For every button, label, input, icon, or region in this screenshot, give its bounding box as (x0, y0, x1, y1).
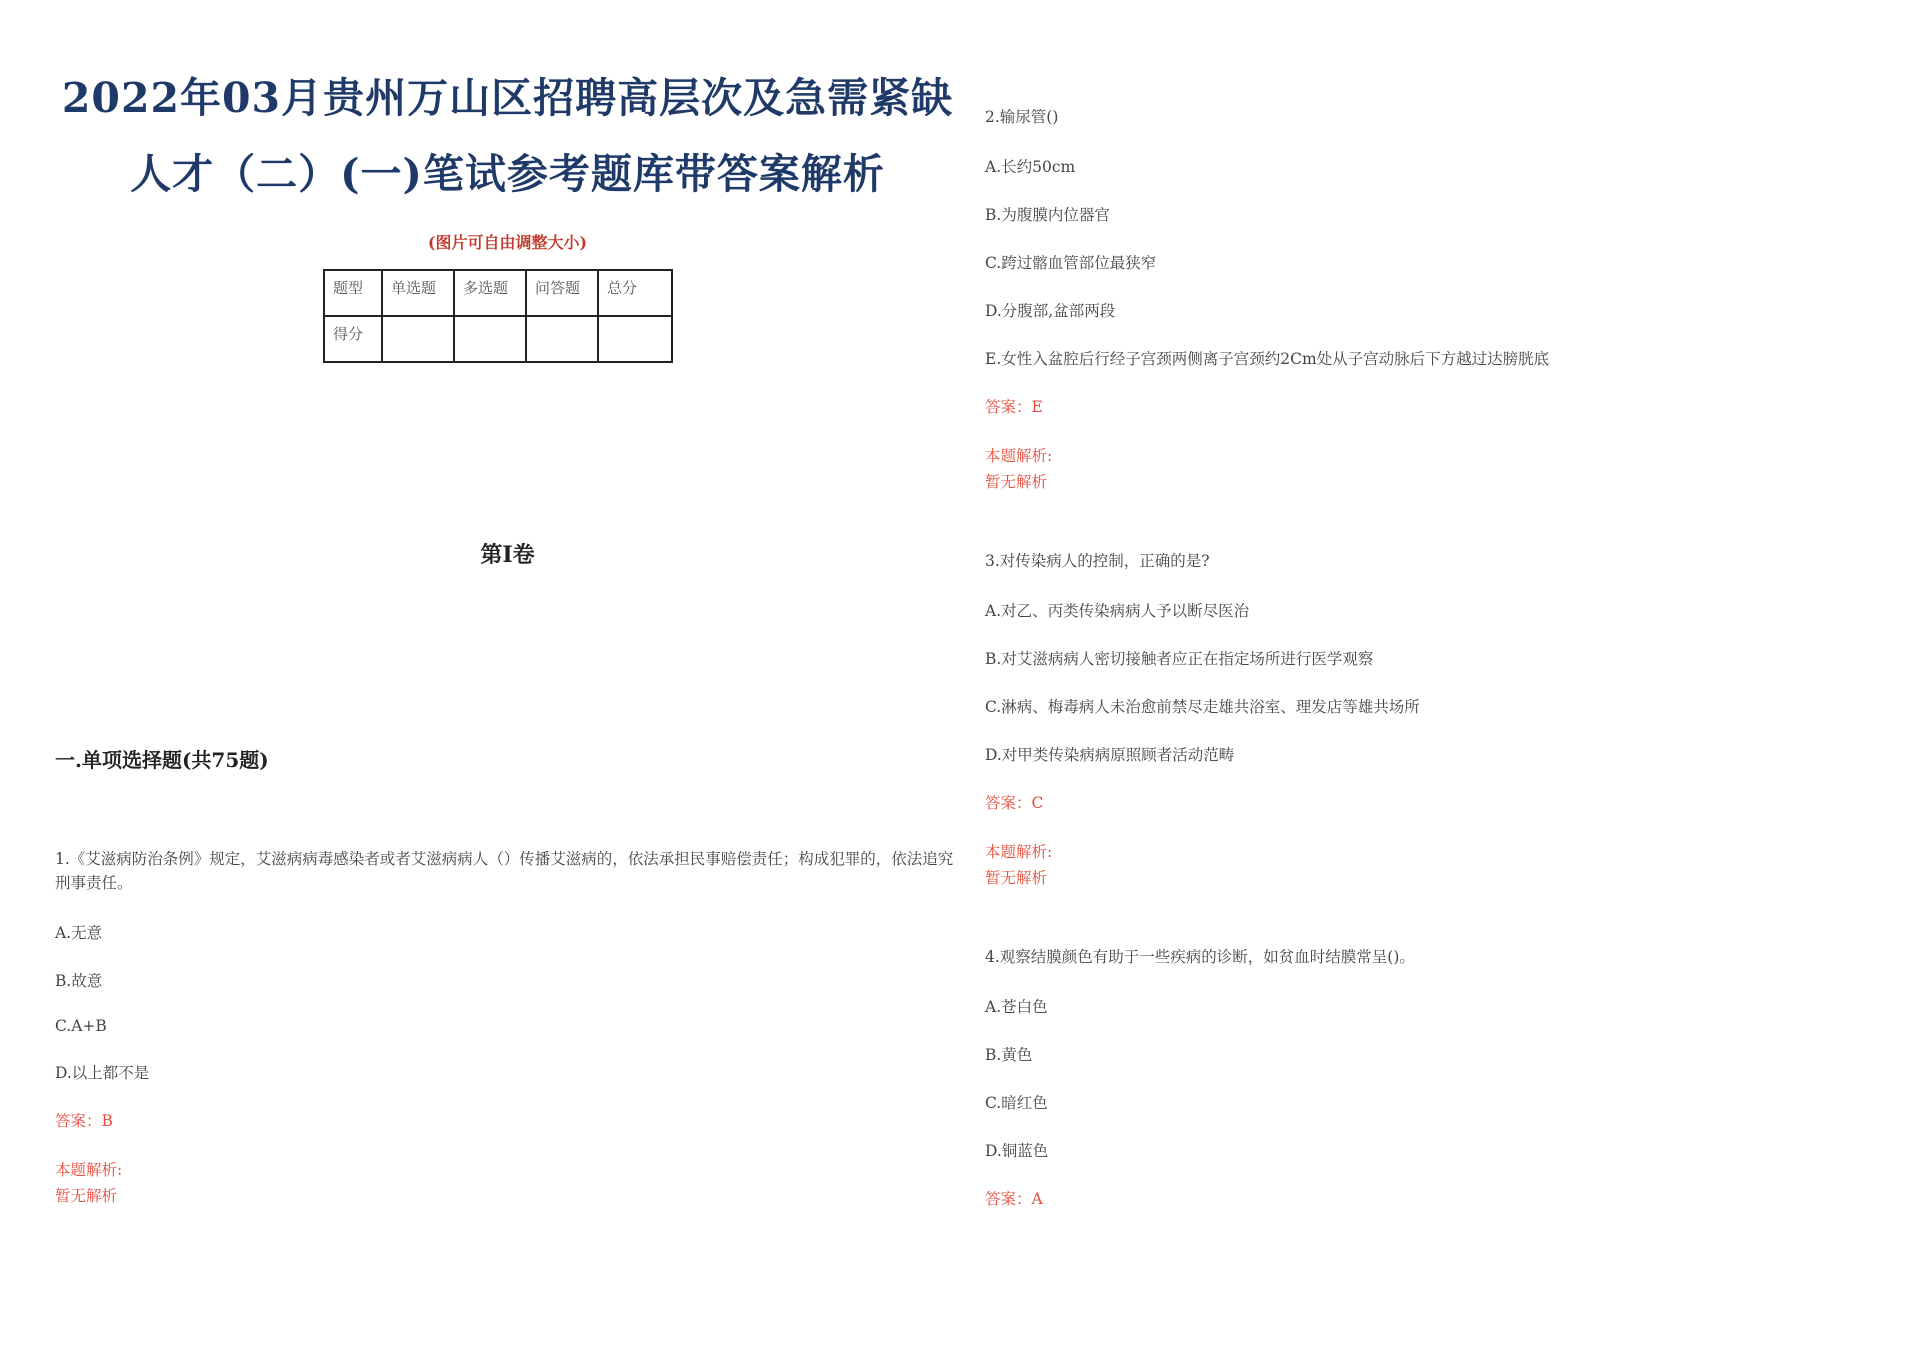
analysis (55, 1157, 960, 1209)
answer: 答案：C (985, 794, 1044, 812)
question-3 (985, 549, 1885, 891)
option-a: A.长约50cm (985, 158, 1076, 176)
answer: 答案：A (985, 1190, 1043, 1208)
analysis-label: 本题解析: (55, 1161, 123, 1179)
score-cell (454, 316, 526, 362)
score-table-header-row (324, 270, 672, 316)
option-a: A.苍白色 (985, 998, 1048, 1016)
title-line-1: 2022年03月贵州万山区招聘高层次及急需紧缺 (61, 74, 954, 122)
section-heading: 一.单项选择题(共75题) (55, 748, 269, 772)
option-d: D.对甲类传染病病原照顾者活动范畴 (985, 746, 1235, 764)
volume-heading: 第I卷 (480, 542, 535, 568)
analysis (985, 839, 1885, 891)
option-a: A.无意 (55, 924, 103, 942)
analysis-text: 暂无解析 (985, 869, 1048, 887)
analysis-label: 本题解析: (985, 447, 1053, 465)
option-b: B.对艾滋病病人密切接触者应正在指定场所进行医学观察 (985, 650, 1374, 668)
question-1 (55, 847, 960, 1209)
page-title (55, 60, 960, 212)
answer: 答案：B (55, 1112, 113, 1130)
option-c: C.A+B (55, 1017, 107, 1035)
row-label-score: 得分 (324, 316, 382, 362)
score-table-score-row (324, 316, 672, 362)
answer: 答案：E (985, 398, 1043, 416)
option-e: E.女性入盆腔后行经子宫颈两侧离子宫颈约2Cm处从子宫动脉后下方越过达膀胱底 (985, 350, 1550, 368)
score-cell (598, 316, 672, 362)
option-b: B.故意 (55, 972, 103, 990)
header-cell-total: 总分 (598, 270, 672, 316)
analysis-text: 暂无解析 (55, 1187, 118, 1205)
header-cell-type: 题型 (324, 270, 382, 316)
header-cell-single: 单选题 (382, 270, 454, 316)
score-cell (526, 316, 598, 362)
option-d: D.以上都不是 (55, 1064, 150, 1082)
score-cell (382, 316, 454, 362)
option-b: B.黄色 (985, 1046, 1033, 1064)
analysis (985, 443, 1885, 495)
question-text: 2.输尿管() (985, 108, 1059, 126)
analysis-text: 暂无解析 (985, 473, 1048, 491)
option-d: D.分腹部,盆部两段 (985, 302, 1116, 320)
right-column (985, 105, 1885, 1209)
option-d: D.铜蓝色 (985, 1142, 1049, 1160)
question-text: 1.《艾滋病防治条例》规定，艾滋病病毒感染者或者艾滋病病人（）传播艾滋病的，依法承担民事赔偿责任；构成犯罪的，依法追究刑事责任。 (55, 850, 954, 892)
option-a: A.对乙、丙类传染病病人予以断尽医治 (985, 602, 1250, 620)
title-line-2: 人才（二）(一)笔试参考题库带答案解析 (130, 150, 885, 198)
analysis-label: 本题解析: (985, 843, 1053, 861)
left-column (55, 60, 960, 1209)
option-b: B.为腹膜内位器官 (985, 206, 1110, 224)
option-c: C.淋病、梅毒病人未治愈前禁尽走雄共浴室、理发店等雄共场所 (985, 698, 1420, 716)
question-text: 4.观察结膜颜色有助于一些疾病的诊断，如贫血时结膜常呈()。 (985, 948, 1415, 966)
option-c: C.跨过髂血管部位最狭窄 (985, 254, 1157, 272)
header-cell-qa: 问答题 (526, 270, 598, 316)
option-c: C.暗红色 (985, 1094, 1048, 1112)
score-table (323, 269, 673, 363)
question-2 (985, 105, 1885, 495)
question-text: 3.对传染病人的控制，正确的是? (985, 552, 1210, 570)
header-cell-multi: 多选题 (454, 270, 526, 316)
subtitle: (图片可自由调整大小) (427, 233, 588, 252)
question-4 (985, 945, 1885, 1209)
